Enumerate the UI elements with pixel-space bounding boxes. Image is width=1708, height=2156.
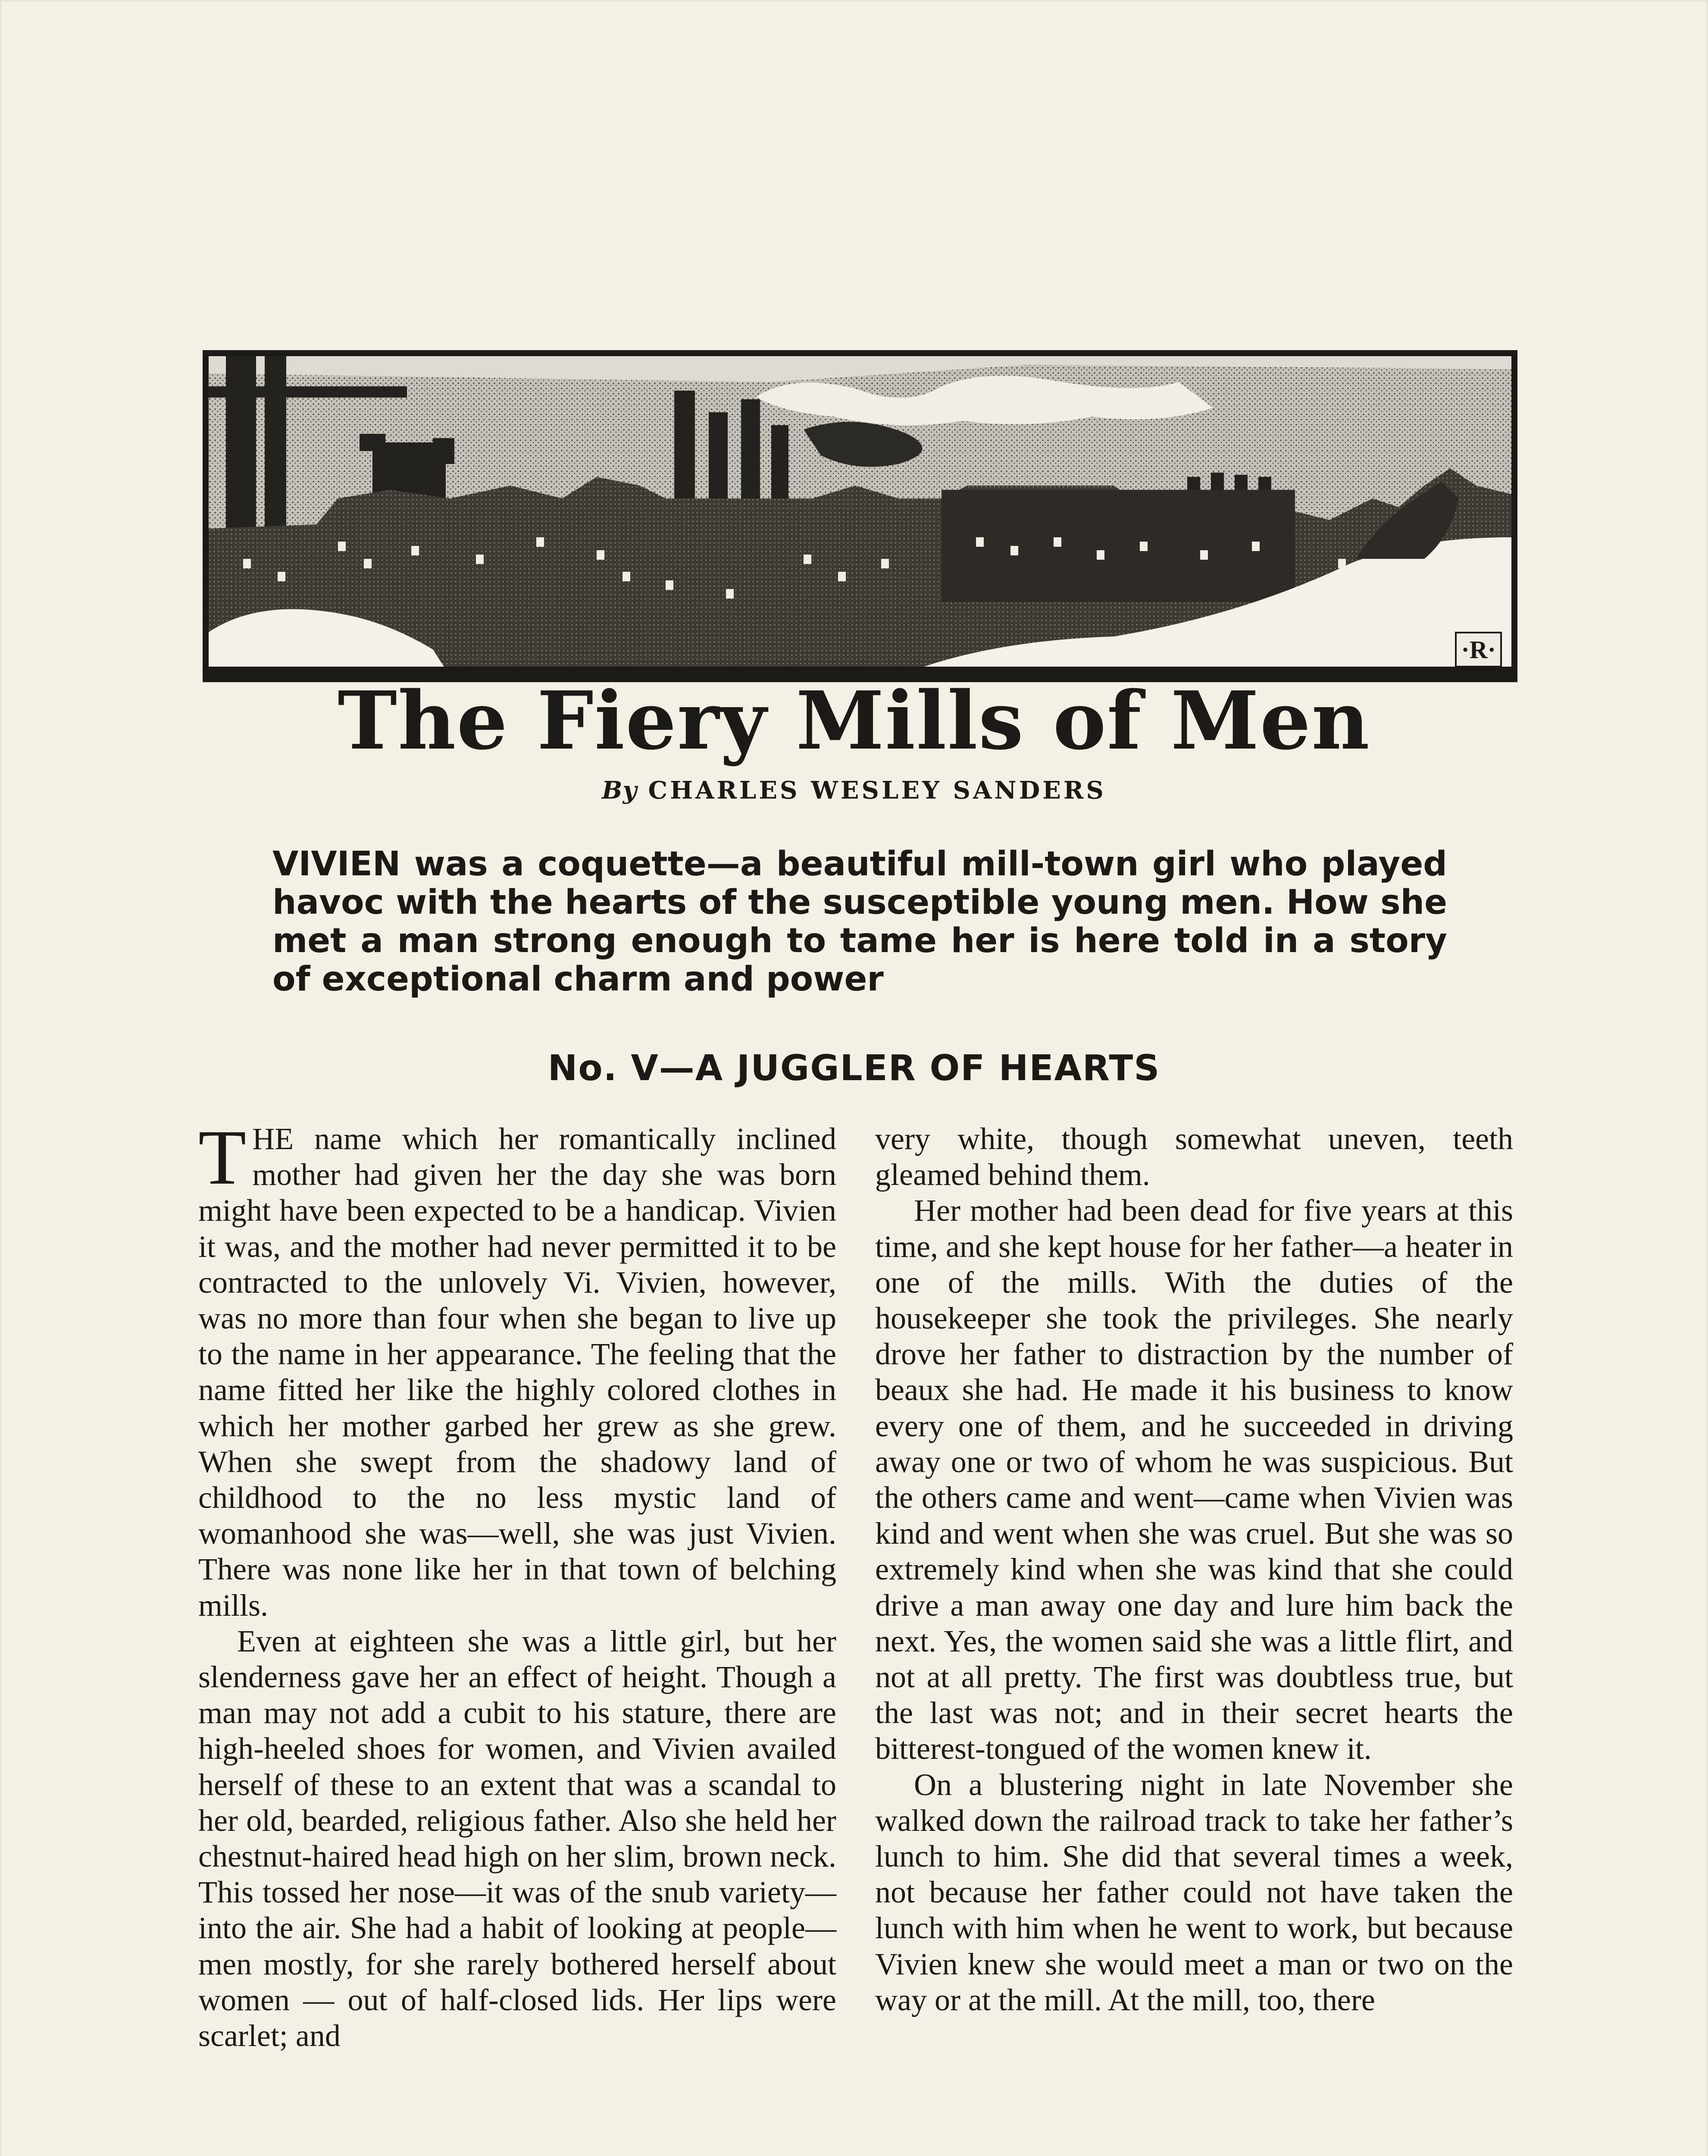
illustrator-monogram: ·R· — [1455, 632, 1502, 667]
story-deck: VIVIEN was a coquette—a beautiful mill-town girl who played havoc with the hearts of the susceptible young men. How she met a man strong enough to tame her is here told in a story of exceptional charm and power — [272, 845, 1447, 999]
byline-prefix: By — [602, 776, 638, 805]
chapter-heading: No. V—A JUGGLER OF HEARTS — [547, 1048, 1161, 1089]
drop-cap: T — [198, 1114, 247, 1201]
paragraph: Her mother had been dead for five years at this time, and she kept house for her father—a heater in one of the mills. With the duties of the housekeeper she took the privileges. She nearly drove her father to distraction by the number of beaux she had. He made it his business to know every one of them, and he succeeded in driving away one or two of whom he was suspicious. But the others came and went—came when Vivien was kind and went when she was cruel. But she was so extremely kind when she was kind that she could drive a man away one day and lure him back the next. Yes, the women said she was a little flirt, and not at all pretty. The first was doubtless true, but the last was not; and in their secret hearts the bitterest-tongued of the women knew it. — [875, 1193, 1513, 1766]
paragraph: On a blustering night in late November she walked down the railroad track to take her father’s lunch to him. She did that several times a week, not because her father could not have taken the lunch with him when he went to work, but because Vivien knew she would meet a man or two on the way or at the mill. At the mill, too, there — [875, 1767, 1513, 2017]
right-column — [875, 1121, 1513, 2018]
author-name: CHARLES WESLEY SANDERS — [648, 776, 1106, 805]
mill-town-skyline-illustration — [209, 356, 1511, 676]
header-illustration — [203, 350, 1517, 682]
paragraph-text: HE name which her romantically inclined mother had given her the day she was born might have been expected to be a handicap. Vivien it was, and the mother had never permitted it to be contracted to the unlovely Vi. Vivien, however, was no more than four when she began to live up to the name in her appearance. The feeling that the name fitted her like the highly colored clothes in which her mother garbed her grew as she grew. When she swept from the shadowy land of childhood to the no less mystic land of womanhood she was—well, she was just Vivien. There was none like her in that town of belching mills. — [198, 1122, 836, 1623]
paragraph — [198, 1114, 836, 1623]
story-title: The Fiery Mills of Men — [338, 674, 1370, 768]
left-column — [198, 1114, 836, 2054]
paragraph: very white, though somewhat uneven, teeth gleamed behind them. — [875, 1122, 1513, 1192]
paragraph: Even at eighteen she was a little girl, but her slenderness gave her an effect of height. Though a man may not add a cubit to his stature, there are high-heeled shoes for women, and Vivien availed herself of these to an extent that was a scandal to her old, bearded, religious father. Also she held her chestnut-haired head high on her slim, brown neck. This tossed her nose—it was of the snub variety—into the air. She had a habit of looking at people—men mostly, for she rarely bothered herself about women — out of half-closed lids. Her lips were scarlet; and — [198, 1623, 836, 2053]
byline — [0, 776, 1708, 805]
